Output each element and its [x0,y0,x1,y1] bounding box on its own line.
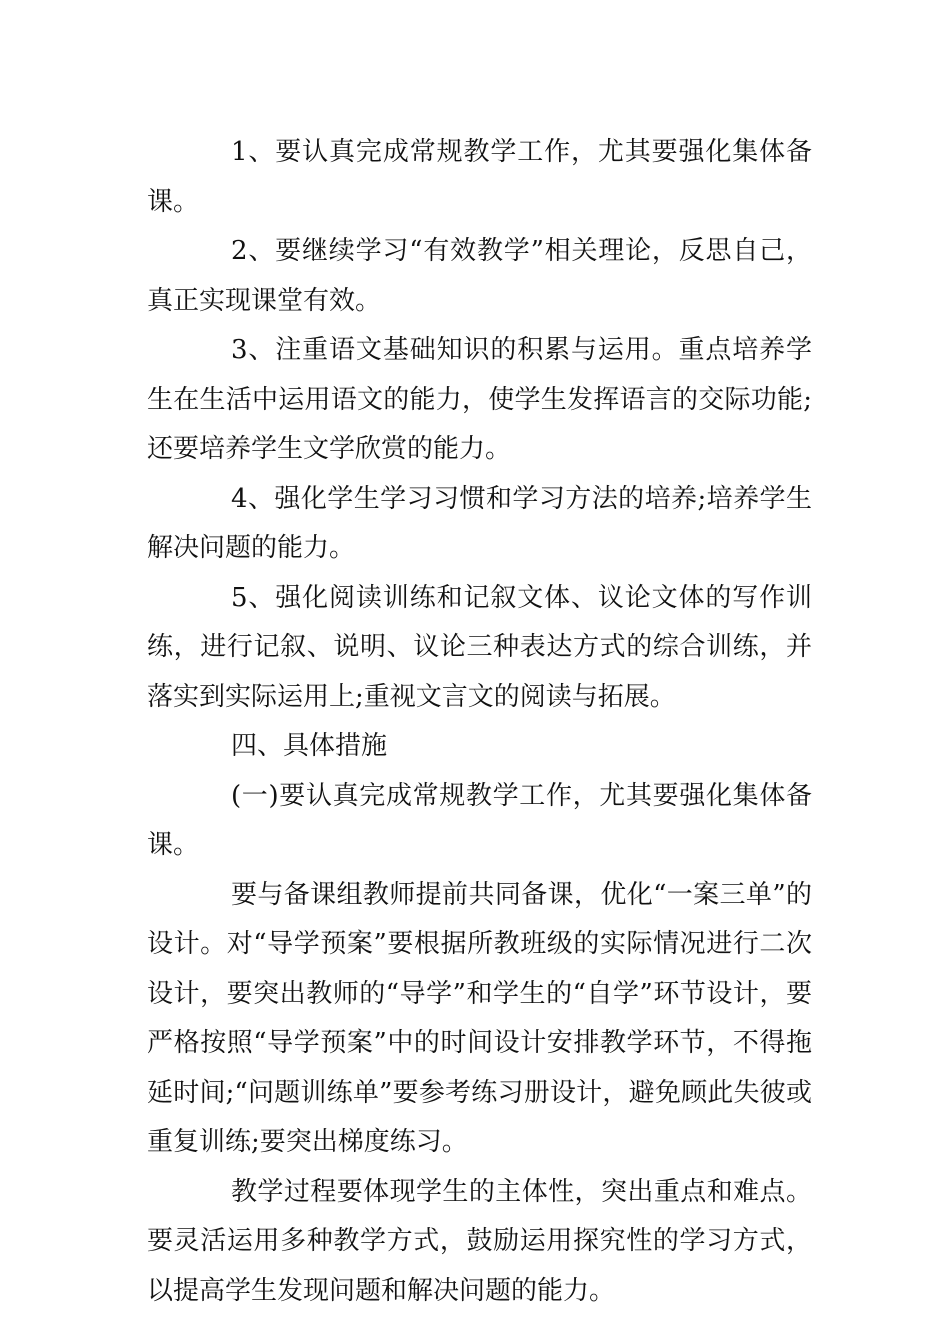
paragraph-goal-2: 2、要继续学习“有效教学”相关理论，反思自己，真正实现课堂有效。 [147,236,812,316]
paragraph-goal-1: 1、要认真完成常规教学工作，尤其要强化集体备课。 [147,137,812,217]
paragraph-goal-4: 4、强化学生学习习惯和学习方法的培养;培养学生解决问题的能力。 [147,483,812,563]
paragraph-lesson-prep: 要与备课组教师提前共同备课，优化“一案三单”的设计。对“导学预案”要根据所教班级的实际情况进行二次设计，要突出教师的“导学”和学生的“自学”环节设计，要严格按照“导学预案”中的时间设计安排教学环节，不得拖延时间;“问题训练单”要参考练习册设计，避免顾此失彼或重复训练;要突出梯度练习。 [147,879,812,1157]
paragraph-goal-3: 3、注重语文基础知识的积累与运用。重点培养学生在生活中运用语文的能力，使学生发挥语言的交际功能;还要培养学生文学欣赏的能力。 [147,335,812,464]
subsection-heading-1: (一)要认真完成常规教学工作，尤其要强化集体备课。 [147,780,812,860]
document-body [147,128,812,1316]
paragraph-goal-5: 5、强化阅读训练和记叙文体、议论文体的写作训练，进行记叙、说明、议论三种表达方式的综合训练，并落实到实际运用上;重视文言文的阅读与拓展。 [147,582,812,712]
paragraph-teaching-process: 教学过程要体现学生的主体性，突出重点和难点。要灵活运用多种教学方式，鼓励运用探究性的学习方式，以提高学生发现问题和解决问题的能力。 [147,1176,812,1306]
section-heading-measures: 四、具体措施 [231,731,388,761]
